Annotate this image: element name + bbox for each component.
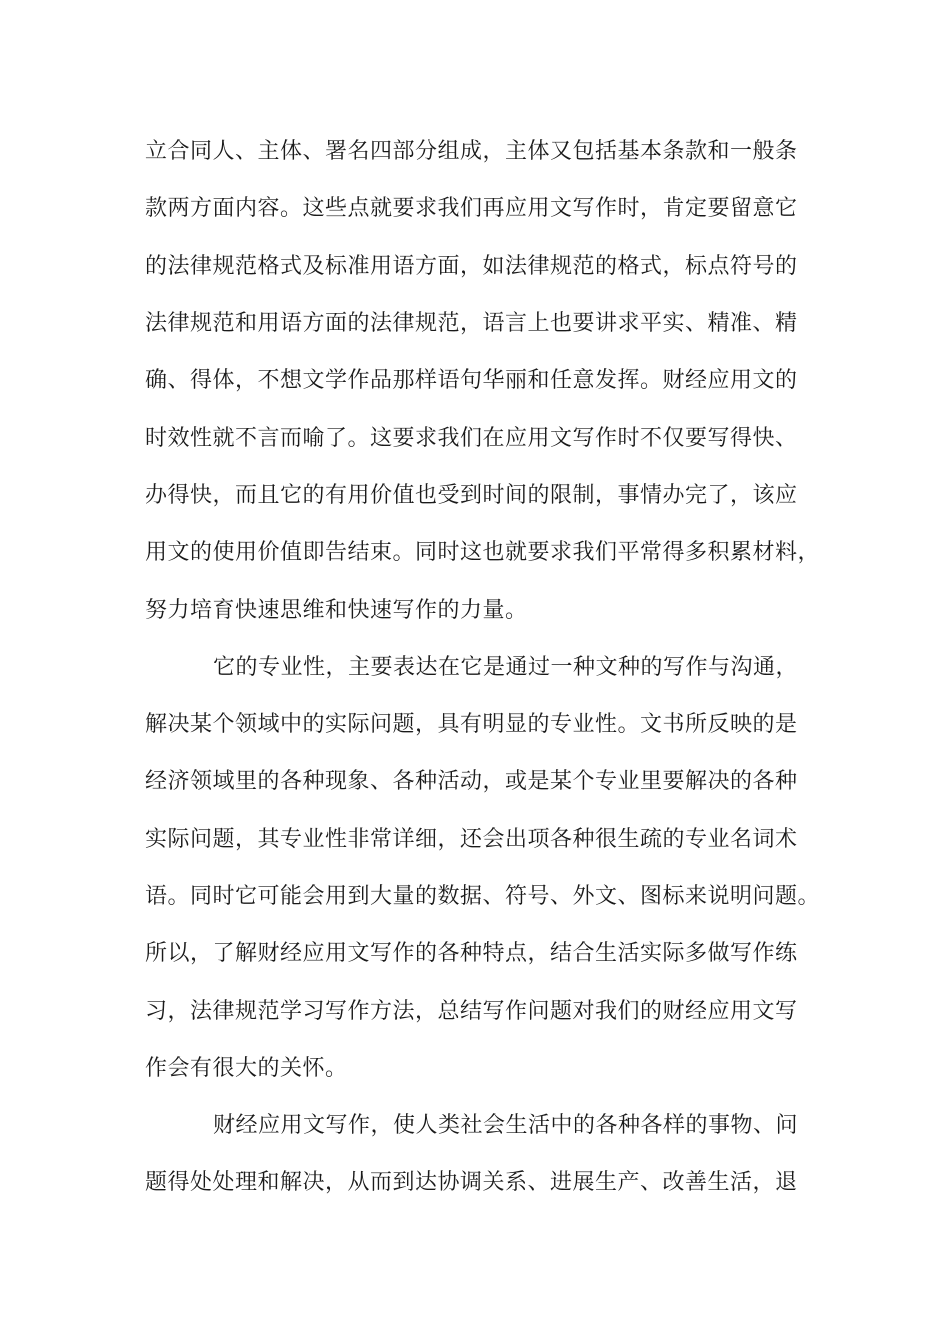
text-line: 的法律规范格式及标准用语方面，如法律规范的格式，标点符号的	[145, 254, 798, 279]
text-line: 题得处处理和解决，从而到达协调关系、进展生产、改善生活，退	[145, 1170, 798, 1195]
text-line: 习，法律规范学习写作方法，总结写作问题对我们的财经应用文写	[145, 999, 798, 1024]
text-line: 所以，了解财经应用文写作的各种特点，结合生活实际多做写作练	[145, 941, 798, 966]
text-line: 努力培育快速思维和快速写作的力量。	[145, 598, 528, 623]
text-line: 用文的使用价值即告结束。同时这也就要求我们平常得多积累材料，	[145, 540, 821, 565]
text-line: 时效性就不言而喻了。这要求我们在应用文写作时不仅要写得快、	[145, 426, 798, 451]
text-line: 经济领域里的各种现象、各种活动，或是某个专业里要解决的各种	[145, 769, 798, 794]
text-line: 它的专业性，主要表达在它是通过一种文种的写作与沟通，	[213, 655, 799, 680]
text-line: 法律规范和用语方面的法律规范，语言上也要讲求平实、精准、精	[145, 311, 798, 336]
text-line: 财经应用文写作，使人类社会生活中的各种各样的事物、问	[213, 1113, 799, 1138]
text-line: 确、得体，不想文学作品那样语句华丽和任意发挥。财经应用文的	[145, 368, 798, 393]
text-line: 作会有很大的关怀。	[145, 1056, 348, 1081]
text-line: 解决某个领域中的实际问题，具有明显的专业性。文书所反映的是	[145, 712, 798, 737]
text-line: 办得快，而且它的有用价值也受到时间的限制，事情办完了，该应	[145, 483, 798, 508]
text-line: 语。同时它可能会用到大量的数据、符号、外文、图标来说明问题。	[145, 884, 821, 909]
text-line: 款两方面内容。这些点就要求我们再应用文写作时，肯定要留意它	[145, 196, 798, 221]
text-line: 实际问题，其专业性非常详细，还会出项各种很生疏的专业名词术	[145, 827, 798, 852]
text-line: 立合同人、主体、署名四部分组成，主体又包括基本条款和一般条	[145, 139, 798, 164]
